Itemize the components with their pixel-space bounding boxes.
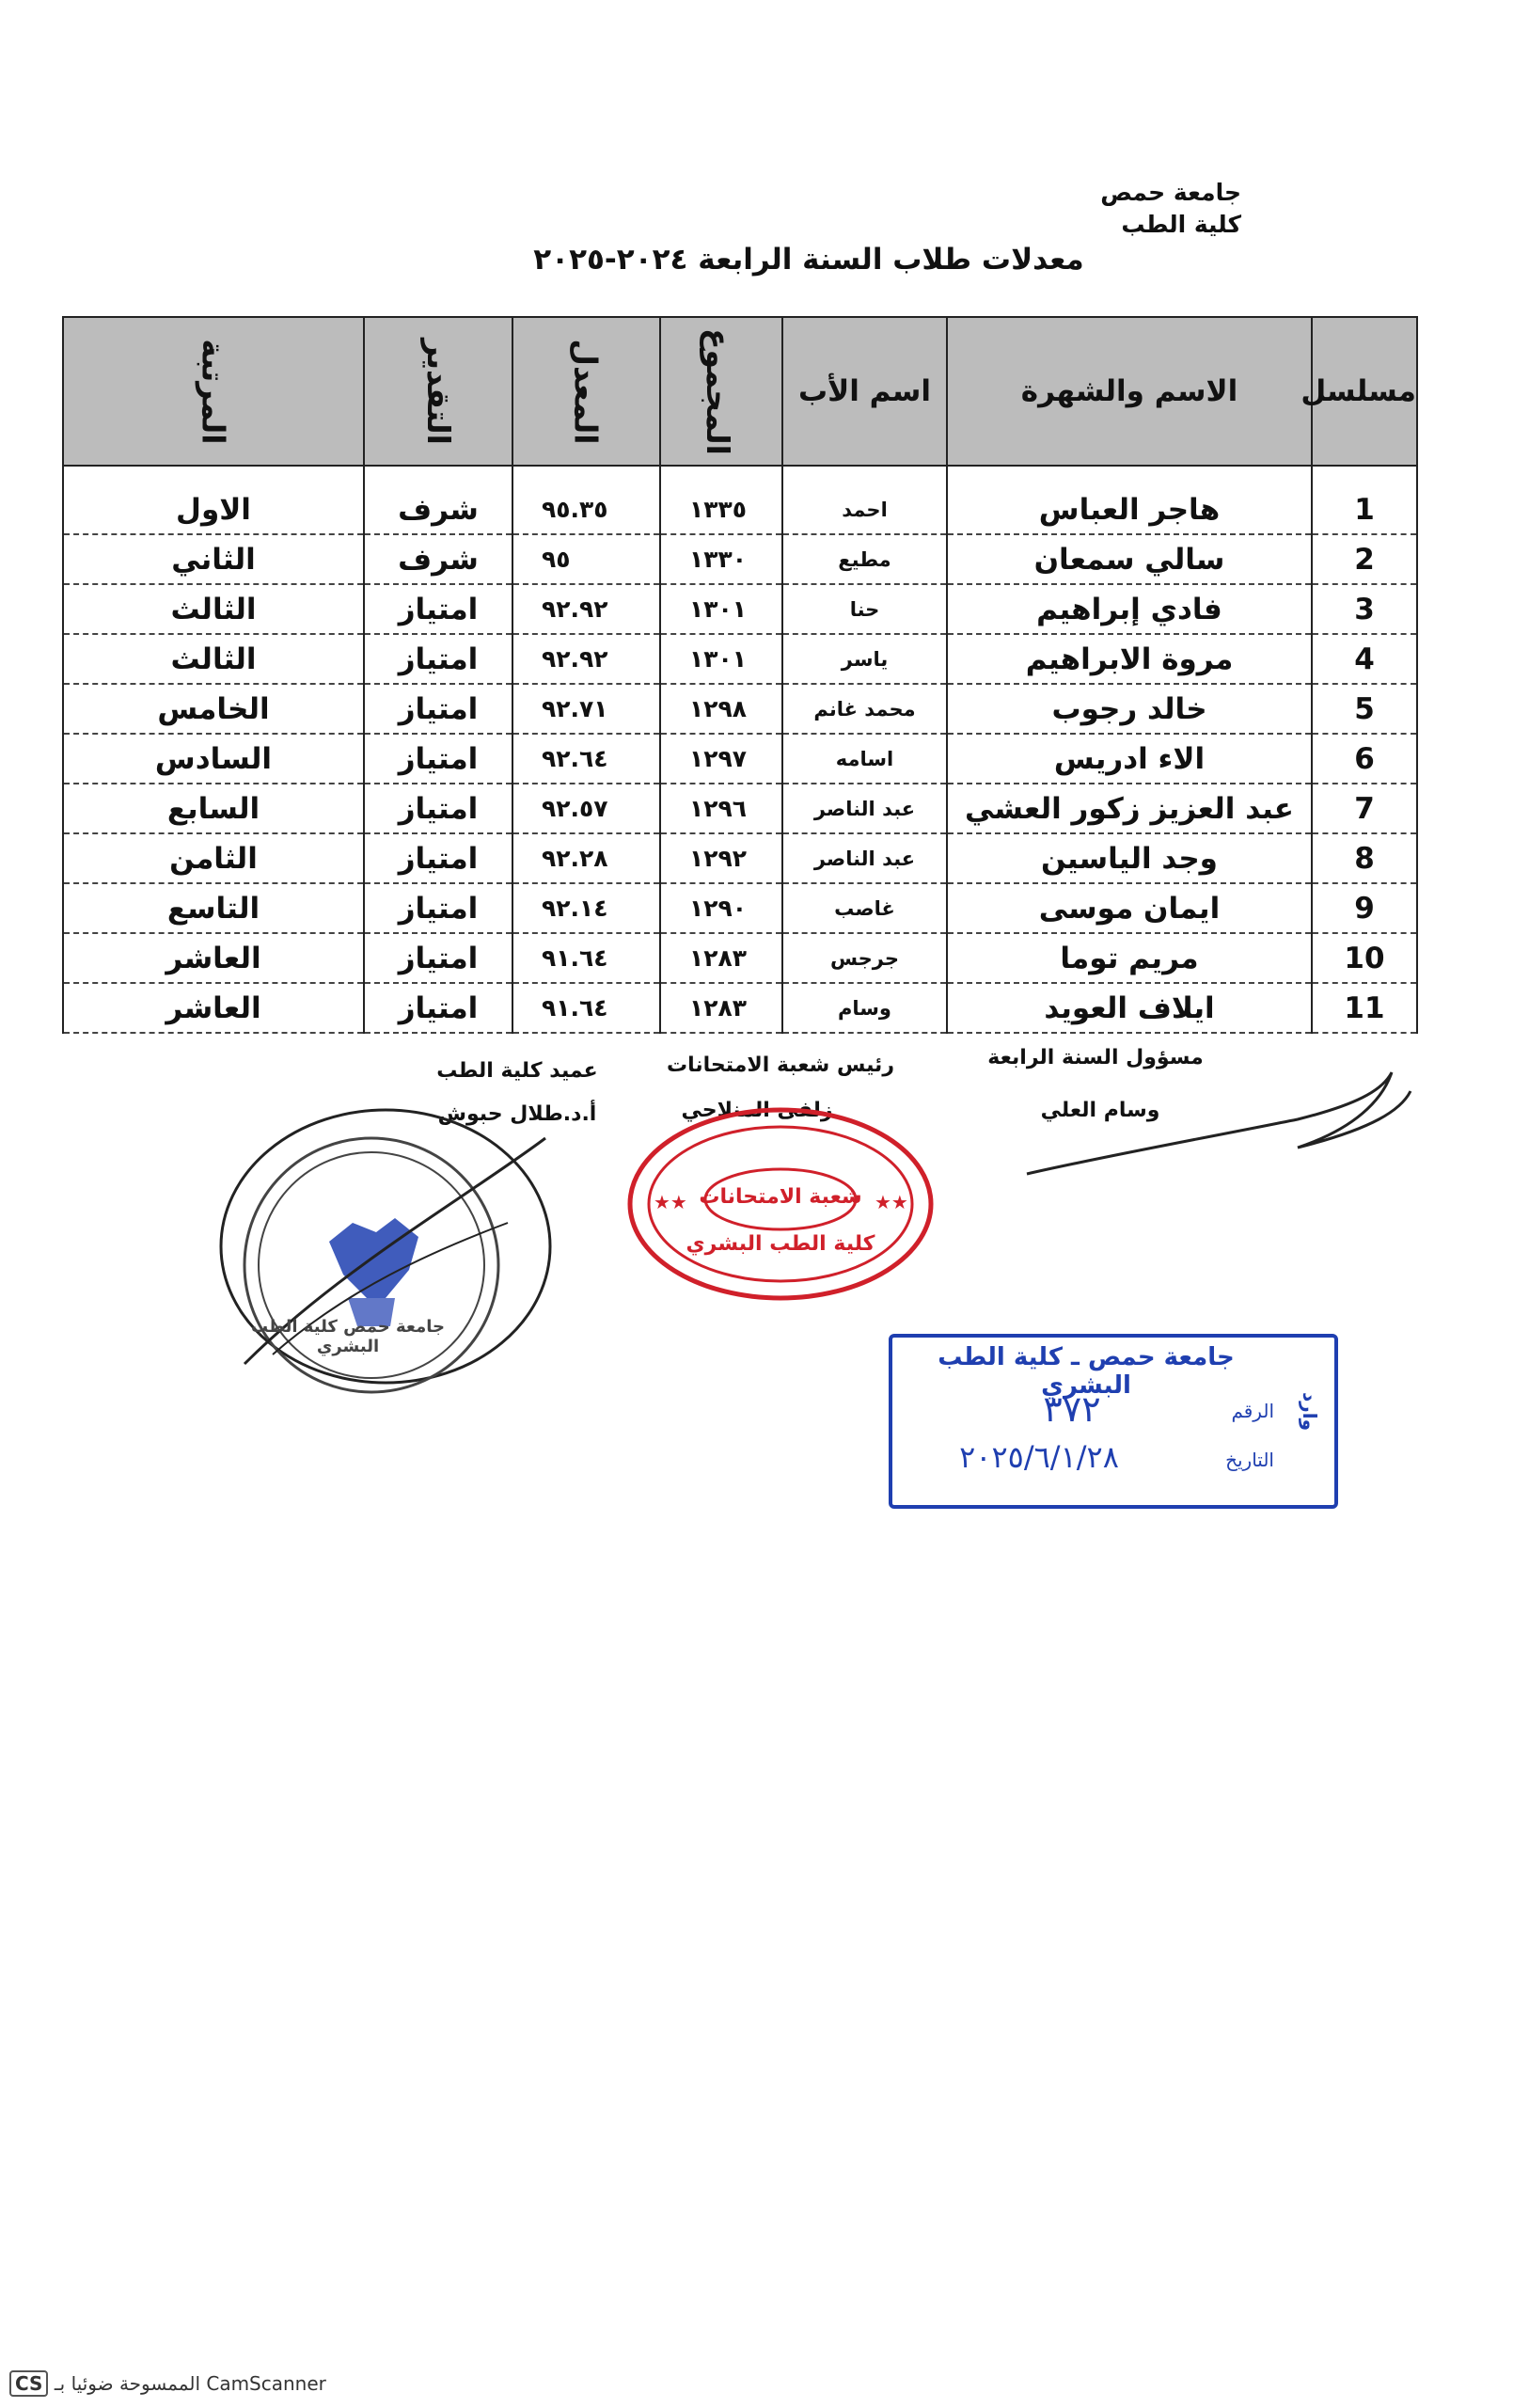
col-serial: مسلسل	[1312, 317, 1417, 466]
cell-average: ٩٢.١٤	[512, 883, 660, 933]
cell-average: ٩٢.٢٨	[512, 833, 660, 883]
cell-father: مطيع	[782, 534, 947, 584]
cell-serial: 6	[1312, 734, 1417, 784]
col-name: الاسم والشهرة	[947, 317, 1312, 466]
faculty-name: كلية الطب	[1121, 211, 1241, 238]
year-officer-title: مسؤول السنة الرابعة	[987, 1046, 1204, 1069]
col-rank: المرتبة	[63, 317, 364, 466]
cell-rank: العاشر	[63, 933, 364, 983]
year-officer-signature	[1016, 1063, 1429, 1195]
exams-stamp-line1: شعبة الامتحانات	[699, 1185, 862, 1209]
cell-grade: امتياز	[364, 634, 512, 684]
university-name: جامعة حمص	[1100, 179, 1241, 206]
cell-name: ايلاف العويد	[947, 983, 1312, 1033]
scanner-text: الممسوحة ضوئيا بـ CamScanner	[54, 2372, 326, 2395]
cell-rank: الاول	[63, 485, 364, 534]
cell-serial: 10	[1312, 933, 1417, 983]
cell-father: احمد	[782, 485, 947, 534]
cell-grade: امتياز	[364, 734, 512, 784]
cell-grade: امتياز	[364, 584, 512, 634]
cell-serial: 8	[1312, 833, 1417, 883]
col-average: المعدل	[512, 317, 660, 466]
faculty-seal-text: جامعة حمص كلية الطب البشري	[251, 1317, 445, 1356]
cell-name: ايمان موسى	[947, 883, 1312, 933]
cell-name: مريم توما	[947, 933, 1312, 983]
cell-average: ٩٥	[512, 534, 660, 584]
cell-average: ٩١.٦٤	[512, 983, 660, 1033]
cell-average: ٩٢.٥٧	[512, 784, 660, 833]
registry-side-label: وارد	[1299, 1392, 1321, 1432]
cell-name: سالي سمعان	[947, 534, 1312, 584]
cell-total: ١٢٩٠	[660, 883, 782, 933]
cell-average: ٩٥.٣٥	[512, 485, 660, 534]
cell-rank: الخامس	[63, 684, 364, 734]
cell-serial: 7	[1312, 784, 1417, 833]
cell-rank: السادس	[63, 734, 364, 784]
cell-father: غاصب	[782, 883, 947, 933]
cell-total: ١٢٩٨	[660, 684, 782, 734]
registry-number-label: الرقم	[1231, 1400, 1274, 1422]
cell-name: مروة الابراهيم	[947, 634, 1312, 684]
col-grade: التقدير	[364, 317, 512, 466]
cell-average: ٩١.٦٤	[512, 933, 660, 983]
registry-number: ٣٧٢	[1043, 1388, 1101, 1430]
cell-name: خالد رجوب	[947, 684, 1312, 734]
cell-grade: امتياز	[364, 983, 512, 1033]
cell-grade: امتياز	[364, 833, 512, 883]
document-title: معدلات طلاب السنة الرابعة ٢٠٢٤-٢٠٢٥	[533, 243, 1084, 277]
cell-average: ٩٢.٩٢	[512, 584, 660, 634]
registry-date-label: التاريخ	[1225, 1449, 1274, 1471]
table-row	[63, 485, 1417, 534]
cell-total: ١٣٠١	[660, 584, 782, 634]
cell-total: ١٢٩٢	[660, 833, 782, 883]
table-row	[63, 584, 1417, 634]
cell-rank: التاسع	[63, 883, 364, 933]
table-row	[63, 933, 1417, 983]
cell-father: عبد الناصر	[782, 784, 947, 833]
dean-title: عميد كلية الطب	[436, 1059, 598, 1083]
cell-father: جرجس	[782, 933, 947, 983]
cell-father: عبد الناصر	[782, 833, 947, 883]
cell-average: ٩٢.٩٢	[512, 634, 660, 684]
cell-father: حنا	[782, 584, 947, 634]
cell-serial: 11	[1312, 983, 1417, 1033]
cell-total: ١٢٩٦	[660, 784, 782, 833]
cell-father: محمد غانم	[782, 684, 947, 734]
camscanner-logo: CS	[9, 2370, 48, 2397]
col-father: اسم الأب	[782, 317, 947, 466]
registry-date: ٢٠٢٥/٦/١/٢٨	[959, 1439, 1119, 1475]
table-row	[63, 883, 1417, 933]
year-officer-name: وسام العلي	[1040, 1099, 1160, 1122]
cell-father: اسامه	[782, 734, 947, 784]
cell-rank: الثالث	[63, 584, 364, 634]
cell-total: ١٢٨٣	[660, 933, 782, 983]
cell-total: ١٢٨٣	[660, 983, 782, 1033]
cell-serial: 1	[1312, 485, 1417, 534]
exams-head-name: زلفى المنلاجي	[681, 1099, 833, 1122]
cell-total: ١٣٠١	[660, 634, 782, 684]
svg-text:★★: ★★	[875, 1191, 908, 1213]
table-row	[63, 833, 1417, 883]
cell-name: وجد الياسين	[947, 833, 1312, 883]
cell-average: ٩٢.٧١	[512, 684, 660, 734]
svg-text:★★: ★★	[654, 1191, 687, 1213]
cell-rank: الثاني	[63, 534, 364, 584]
cell-rank: السابع	[63, 784, 364, 833]
cell-rank: الثالث	[63, 634, 364, 684]
cell-father: ياسر	[782, 634, 947, 684]
cell-grade: امتياز	[364, 933, 512, 983]
table-row	[63, 784, 1417, 833]
cell-father: وسام	[782, 983, 947, 1033]
registry-header: جامعة حمص ـ كلية الطب البشري	[938, 1343, 1235, 1400]
cell-grade: امتياز	[364, 883, 512, 933]
table-row	[63, 983, 1417, 1033]
cell-total: ١٣٣٠	[660, 534, 782, 584]
cell-total: ١٢٩٧	[660, 734, 782, 784]
cell-serial: 5	[1312, 684, 1417, 734]
cell-name: عبد العزيز زكور العشي	[947, 784, 1312, 833]
col-total: المجموع	[660, 317, 782, 466]
cell-grade: امتياز	[364, 684, 512, 734]
dean-name: أ.د.طلال حبوش	[437, 1102, 597, 1126]
cell-total: ١٣٣٥	[660, 485, 782, 534]
grades-table	[62, 316, 1418, 1034]
table-row	[63, 534, 1417, 584]
cell-rank: الثامن	[63, 833, 364, 883]
cell-serial: 2	[1312, 534, 1417, 584]
cell-name: هاجر العباس	[947, 485, 1312, 534]
exams-head-title: رئيس شعبة الامتحانات	[667, 1054, 894, 1077]
cell-serial: 9	[1312, 883, 1417, 933]
table-row	[63, 734, 1417, 784]
cell-grade: امتياز	[364, 784, 512, 833]
cell-name: الاء ادريس	[947, 734, 1312, 784]
table-header-row	[63, 317, 1417, 466]
table-row	[63, 684, 1417, 734]
cell-rank: العاشر	[63, 983, 364, 1033]
cell-name: فادي إبراهيم	[947, 584, 1312, 634]
cell-serial: 4	[1312, 634, 1417, 684]
cell-average: ٩٢.٦٤	[512, 734, 660, 784]
cell-grade: شرف	[364, 485, 512, 534]
scanner-watermark	[9, 2370, 574, 2397]
exams-stamp-line2: كلية الطب البشري	[686, 1232, 875, 1256]
cell-grade: شرف	[364, 534, 512, 584]
table-row	[63, 634, 1417, 684]
cell-serial: 3	[1312, 584, 1417, 634]
